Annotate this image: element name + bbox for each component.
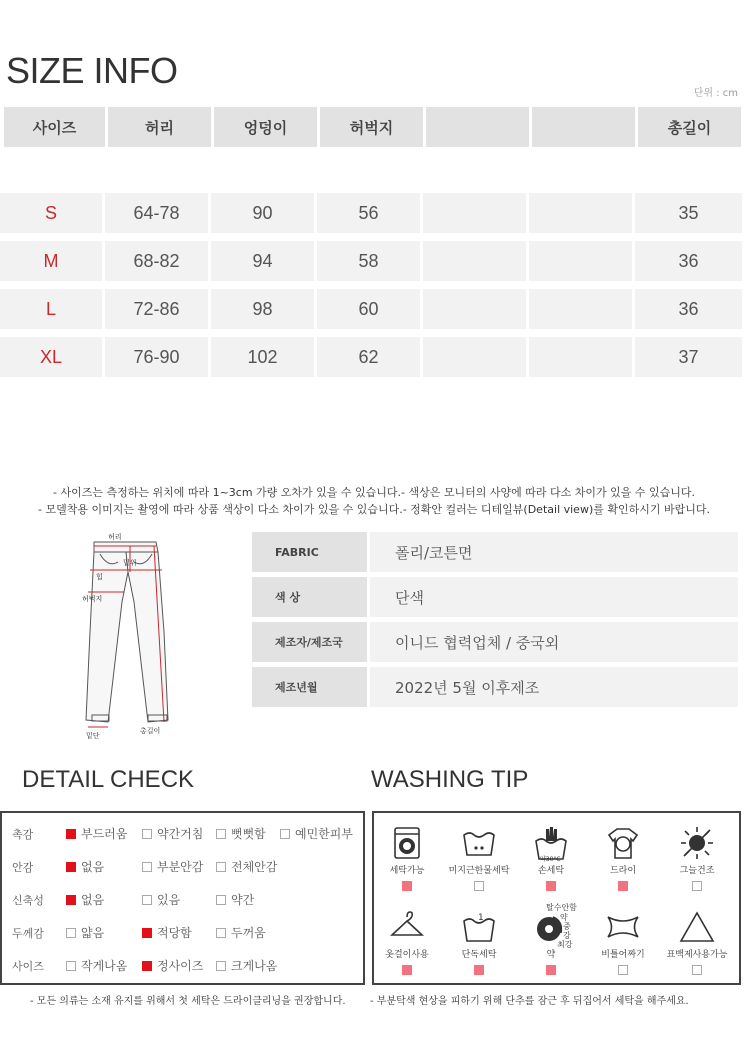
size-value-cell: 102 [211,337,314,377]
size-row [0,241,740,281]
detail-option-label: 약간 [231,893,255,907]
detail-option[interactable] [216,858,277,875]
checkbox-icon [216,862,226,872]
size-value-cell: 68-82 [105,241,208,281]
washing-machine-icon [389,825,425,861]
spec-label: 제조자/제조국 [252,622,367,662]
size-value-cell: 58 [317,241,420,281]
wash-item [662,909,732,975]
spec-label: 색 상 [252,577,367,617]
wash-label: 약 [546,950,556,960]
bleach-icon [679,909,715,945]
size-header-cell: 총길이 [638,107,741,147]
wash-item [588,825,658,891]
spin-label-medium: 중 [563,922,571,931]
detail-option-label: 뻣뻣함 [231,827,266,841]
wash-label: 단독세탁 [461,950,497,960]
detail-row-label: 신축성 [12,894,44,907]
checkbox-icon [216,829,226,839]
size-header-cell [532,107,635,147]
detail-option-label: 약간거침 [157,827,204,841]
wash-item [516,909,586,975]
diagram-label-thigh: 허벅지 [82,595,103,603]
size-value-cell: 76-90 [105,337,208,377]
wash-checkbox-icon [402,965,412,975]
wash-label: 드라이 [609,866,637,876]
checkbox-icon [142,862,152,872]
wash-checkbox-icon [692,965,702,975]
spec-row [252,667,738,707]
wash-label: 표백제사용가능 [666,950,728,960]
wash-label: 그늘건조 [679,866,715,876]
detail-option-label: 적당함 [157,926,192,940]
size-name-cell: XL [0,337,102,377]
checkbox-icon [142,895,152,905]
wash-checkbox-icon [618,965,628,975]
detail-option-label: 예민한피부 [295,827,353,841]
size-value-cell: 64-78 [105,193,208,233]
size-name-cell: M [0,241,102,281]
wash-checkbox-icon [474,965,484,975]
detail-option[interactable] [142,924,192,941]
size-value-cell: 37 [635,337,742,377]
wash-checkbox-icon [692,881,702,891]
detail-option-label: 전체안감 [231,860,278,874]
diagram-label-length: 총길이 [140,727,161,735]
checkbox-icon [216,895,226,905]
detail-option[interactable] [142,825,203,842]
checkbox-icon [142,961,152,971]
spin-label-max: 최강 [557,940,573,949]
size-value-cell: 72-86 [105,289,208,329]
checkbox-icon [66,928,76,938]
detail-option[interactable] [66,924,104,941]
wash-label: 미지근한물세탁 [448,866,510,876]
diagram-label-rise: 밑위 [123,559,137,567]
size-info-title: SIZE INFO [6,50,178,91]
detail-check-title: DETAIL CHECK [22,766,195,793]
detail-option[interactable] [216,891,254,908]
spec-row [252,622,738,662]
size-row [0,289,740,329]
wash-item [372,825,442,891]
checkbox-icon [216,928,226,938]
size-value-cell: 60 [317,289,420,329]
size-table-header [4,107,744,147]
detail-row-label: 사이즈 [12,960,44,973]
footnote-right: - 부분탁색 현상을 피하기 위해 단추를 잠근 후 뒤집어서 세탁을 해주세요. [370,996,689,1007]
washing-tip-box [372,811,741,985]
wash-item [662,825,732,891]
size-row [0,337,740,377]
size-value-cell [529,337,632,377]
detail-option-label: 정사이즈 [157,959,204,973]
size-row [0,193,740,233]
size-value-cell: 90 [211,193,314,233]
hand-wash-temp: 약30°C [540,856,561,863]
spec-row [252,532,738,572]
dry-clean-icon [605,825,641,861]
wash-checkbox-icon [474,881,484,891]
unit-label: 단위 : cm [693,88,738,99]
detail-option[interactable] [142,891,180,908]
hanger-icon [389,909,425,945]
size-header-cell [426,107,529,147]
detail-row-label: 안감 [12,861,34,874]
wash-label: 비틀어짜기 [601,950,645,960]
wash-checkbox-icon [546,965,556,975]
wash-item [444,825,514,891]
size-name-cell: S [0,193,102,233]
checkbox-icon [66,895,76,905]
size-value-cell: 35 [635,193,742,233]
size-value-cell [529,241,632,281]
checkbox-icon [66,961,76,971]
footnote-left: - 모든 의류는 소재 유지를 위해서 첫 세탁은 드라이클리닝을 권장합니다. [30,996,346,1007]
detail-option-label: 작게나옴 [81,959,128,973]
detail-option-label: 부분안감 [157,860,204,874]
spec-value: 이니드 협력업체 / 중국외 [370,622,738,662]
size-header-cell: 사이즈 [4,107,105,147]
single-wash-number: 1 [478,913,484,923]
detail-option-label: 크게나옴 [231,959,278,973]
wash-label: 옷걸이사용 [385,950,429,960]
wash-checkbox-icon [546,881,556,891]
detail-option[interactable] [216,957,277,974]
size-value-cell: 62 [317,337,420,377]
checkbox-icon [66,862,76,872]
lukewarm-wash-icon [461,825,497,861]
checkbox-icon [66,829,76,839]
size-header-cell: 허벅지 [320,107,423,147]
wash-checkbox-icon [618,881,628,891]
spec-value: 폴리/코튼면 [370,532,738,572]
detail-option[interactable] [216,924,266,941]
spec-value: 2022년 5월 이후제조 [370,667,738,707]
detail-option[interactable] [66,825,127,842]
spec-row [252,577,738,617]
size-name-cell: L [0,289,102,329]
checkbox-icon [216,961,226,971]
checkbox-icon [142,928,152,938]
wring-icon [605,909,641,945]
detail-check-box [0,811,365,985]
checkbox-icon [142,829,152,839]
wash-label: 세탁가능 [389,866,425,876]
detail-row-label: 촉감 [12,828,34,841]
diagram-label-waist: 허리 [108,533,122,541]
spec-value: 단색 [370,577,738,617]
wash-checkbox-icon [402,881,412,891]
washing-tip-title: WASHING TIP [371,766,529,793]
spec-label: 제조년월 [252,667,367,707]
detail-option-label: 없음 [81,893,105,907]
size-value-cell [423,337,526,377]
note-line-2: - 모델착용 이미지는 촬영에 따라 상품 색상이 다소 차이가 있을 수 있습니다.- 정확안 컬러는 디테일뷰(Detail view)를 확인하시기 바랍니다. [38,503,710,516]
size-header-cell: 엉덩이 [214,107,317,147]
detail-option-label: 부드러움 [81,827,128,841]
size-value-cell: 36 [635,241,742,281]
diagram-label-hem: 밑단 [86,732,100,740]
size-value-cell: 98 [211,289,314,329]
spin-label-title: 탈수안함 [546,903,577,912]
size-value-cell: 56 [317,193,420,233]
detail-option[interactable] [66,858,104,875]
size-value-cell: 36 [635,289,742,329]
spec-label: FABRIC [252,532,367,572]
note-line-1: - 사이즈는 측정하는 위치에 따라 1~3cm 가량 오차가 있을 수 있습니다.- 색상은 모니터의 사양에 따라 다소 차이가 있을 수 있습니다. [52,486,695,499]
size-value-cell [423,289,526,329]
detail-option-label: 얇음 [81,926,105,940]
detail-option-label: 있음 [157,893,181,907]
size-header-cell: 허리 [108,107,211,147]
size-value-cell [423,193,526,233]
size-value-cell [423,241,526,281]
wash-label: 손세탁 [537,866,565,876]
diagram-label-hip: 힙 [96,573,103,581]
detail-option[interactable] [66,957,127,974]
detail-row-label: 두께감 [12,927,44,940]
detail-option[interactable] [142,957,203,974]
detail-option[interactable] [280,825,353,842]
detail-option-label: 두꺼움 [231,926,266,940]
shade-dry-icon [679,825,715,861]
spin-label-strong: 강 [563,931,571,940]
spin-label-weak: 약 [560,913,568,922]
wash-item [372,909,442,975]
detail-option[interactable] [66,891,104,908]
detail-option[interactable] [142,858,203,875]
checkbox-icon [280,829,290,839]
detail-option[interactable] [216,825,266,842]
size-value-cell: 94 [211,241,314,281]
wash-item [588,909,658,975]
size-value-cell [529,289,632,329]
size-value-cell [529,193,632,233]
detail-option-label: 없음 [81,860,105,874]
